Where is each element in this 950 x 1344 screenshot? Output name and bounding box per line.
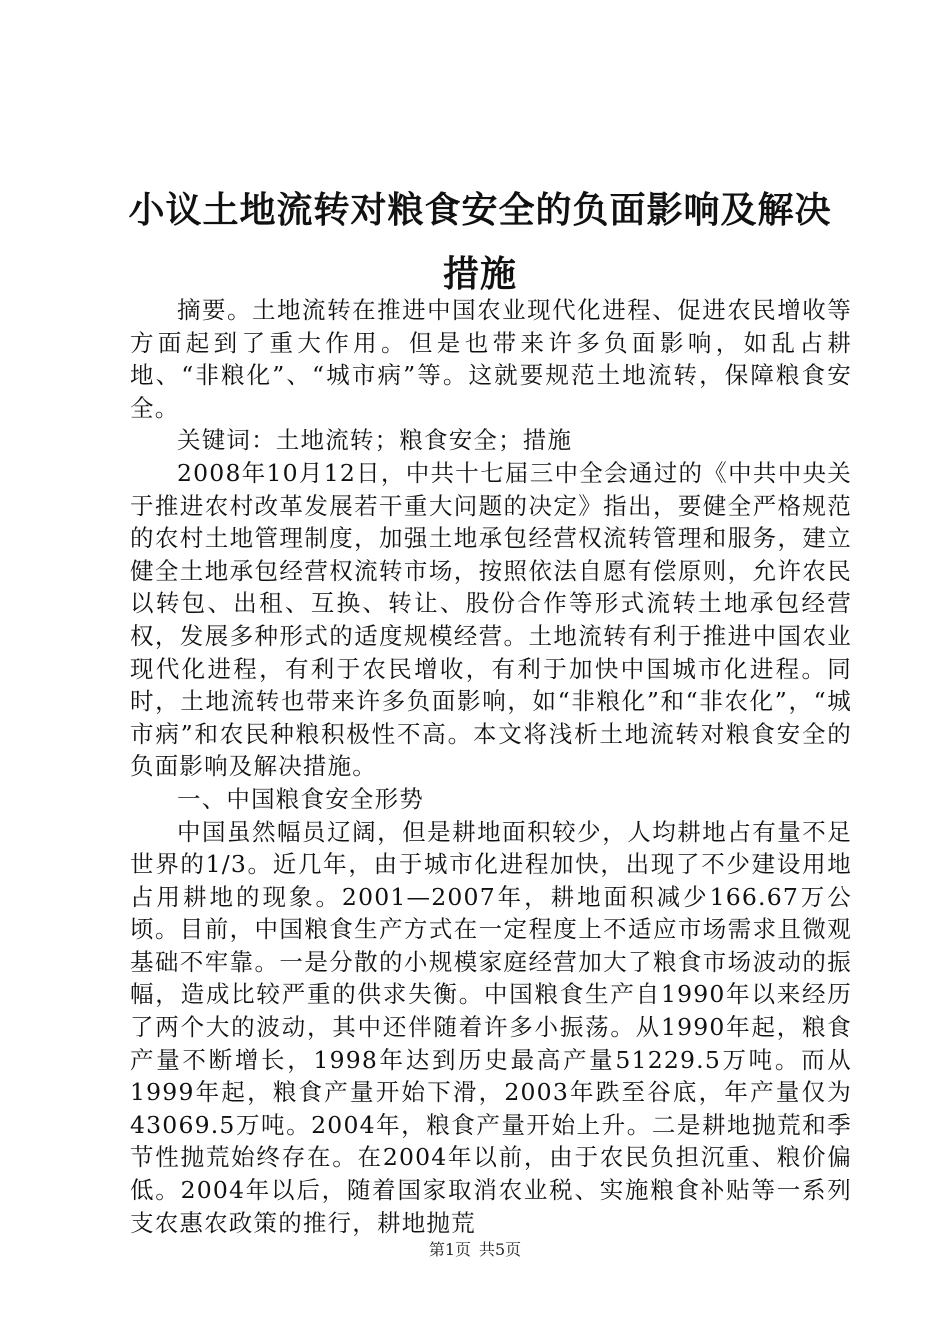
document-body bbox=[130, 294, 852, 1239]
page-footer bbox=[0, 1238, 950, 1262]
section-paragraph: 中国虽然幅员辽阔，但是耕地面积较少，人均耕地占有量不足世界的1/3。近几年，由于城市化进程加快，出现了不少建设用地占用耕地的现象。2001—2007年，耕地面积减少166.67万公顷。目前，中国粮食生产方式在一定程度上不适应市场需求且微观基础不牢靠。一是分散的小规模家庭经营加大了粮食市场波动的振幅，造成比较严重的供求失衡。中国粮食生产自1990年以来经历了两个大的波动，其中还伴随着许多小振荡。从1990年起，粮食产量不断增长，1998年达到历史最高产量51229.5万吨。而从1999年起，粮食产量开始下滑，2003年跌至谷底，年产量仅为43069.5万吨。2004年，粮食产量开始上升。二是耕地抛荒和季节性抛荒始终存在。在2004年以前，由于农民负担沉重、粮价偏低。2004年以后，随着国家取消农业税、实施粮食补贴等一系列支农惠农政策的推行，耕地抛荒 bbox=[130, 817, 852, 1237]
section-heading: 一、中国粮食安全形势 bbox=[177, 784, 424, 813]
page-total: 共5页 bbox=[479, 1240, 522, 1259]
keywords-paragraph: 关键词：土地流转；粮食安全；措施 bbox=[177, 426, 573, 455]
abstract-paragraph: 摘要。土地流转在推进中国农业现代化进程、促进农民增收等方面起到了重大作用。但是也带来许多负面影响，如乱占耕地、“非粮化”、“城市病”等。这就要规范土地流转，保障粮食安全。 bbox=[130, 296, 852, 422]
page-number: 第1页 bbox=[428, 1240, 471, 1259]
document-title: 小议土地流转对粮食安全的负面影响及解决措施 bbox=[128, 189, 832, 295]
intro-paragraph: 2008年10月12日，中共十七届三中全会通过的《中共中央关于推进农村改革发展若干重大问题的决定》指出，要健全严格规范的农村土地管理制度，加强土地承包经营权流转管理和服务，建立健全土地承包经营权流转市场，按照依法自愿有偿原则，允许农民以转包、出租、互换、转让、股份合作等形式流转土地承包经营权，发展多种形式的适度规模经营。土地流转有利于推进中国农业现代化进程，有利于农民增收，有利于加快中国城市化进程。同时，土地流转也带来许多负面影响，如“非粮化”和“非农化”，“城市病”和农民种粮积极性不高。本文将浅析土地流转对粮食安全的负面影响及解决措施。 bbox=[130, 458, 852, 781]
